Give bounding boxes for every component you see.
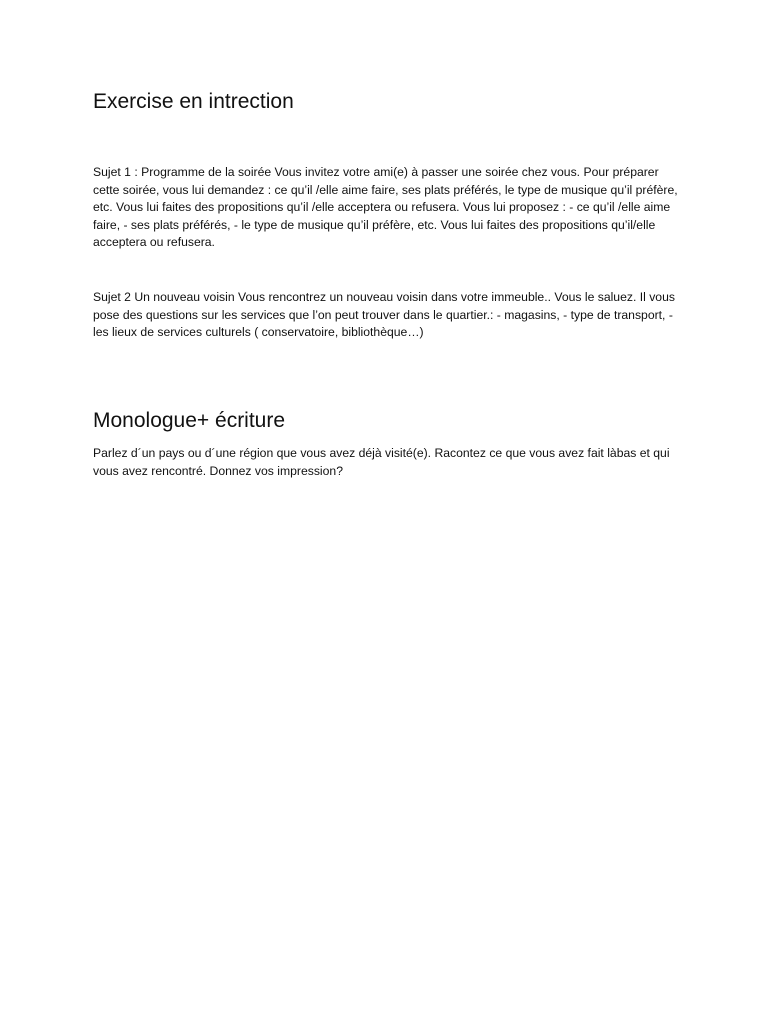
monologue-paragraph: Parlez d´un pays ou d´une région que vous avez déjà visité(e). Racontez ce que vous avez fait làbas et qui vous avez rencontré. Donnez vos impression? — [93, 446, 670, 478]
section-heading-monologue: Monologue+ écriture — [93, 409, 286, 432]
section-heading-interaction: Exercise en intrection — [93, 90, 294, 113]
sujet-1-paragraph: Sujet 1 : Programme de la soirée Vous invitez votre ami(e) à passer une soirée chez vous. Pour préparer cette soirée, vous lui demandez : ce qu’il /elle aime faire, ses plats préférés, le type de musique qu’il préfère, etc. Vous lui faites des propositions qu’il /elle acceptera ou refusera. Vous lui proposez : - ce qu’il /elle aime faire, - ses plats préférés, - le type de musique qu’il préfère, etc. Vous lui faites des propositions qu’il/elle acceptera ou refusera. — [93, 165, 678, 250]
sujet-2-paragraph: Sujet 2 Un nouveau voisin Vous rencontrez un nouveau voisin dans votre immeuble.. Vous le saluez. Il vous pose des questions sur les services que l’on peut trouver dans le quartier.: - magasins, - type de transport, - les lieux de services culturels ( conservatoire, bibliothèque…) — [93, 290, 675, 340]
